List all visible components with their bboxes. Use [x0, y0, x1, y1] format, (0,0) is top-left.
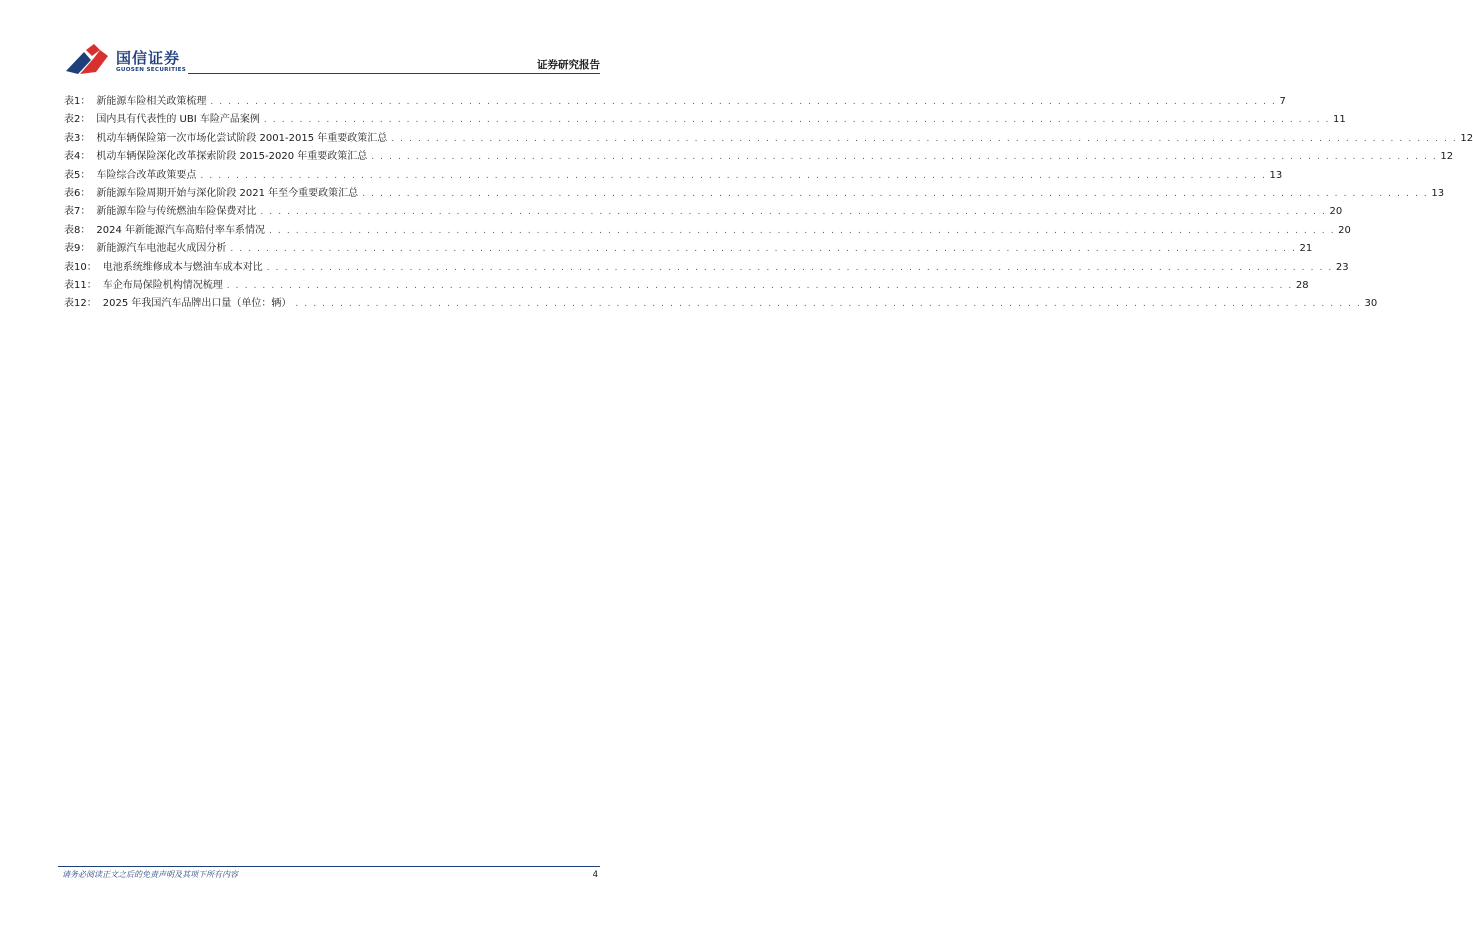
toc-entry[interactable]	[64, 277, 1309, 295]
toc-entry-title: 新能源车险相关政策梳理	[96, 96, 207, 107]
toc-entry[interactable]	[64, 259, 1349, 277]
toc-entry-title: 电池系统维修成本与燃油车成本对比	[102, 261, 263, 273]
toc-entry-label: 表10：	[64, 261, 97, 273]
toc-entry[interactable]	[64, 148, 1454, 166]
toc-entry-title: 车险综合改革政策要点	[96, 169, 197, 181]
toc-entry-label: 表3：	[64, 132, 91, 144]
toc-leader-dots: . . . . . . . . . . . . . . . . . . . . . . . . . . . . . . . . . . . . . . . . . . . . . . . . . . . . . . . . . . . . . . . . . . . . . . . . . . . . . . . . . . . . . . . . . . . . . . . . . . . . . . . . . . . . . . . . . . . . . . . .	[371, 152, 1438, 163]
toc-entry-page: 7	[1279, 96, 1286, 107]
toc-entry-page: 12	[1440, 151, 1454, 163]
toc-entry-label: 表8：	[64, 224, 91, 236]
brand-name-cn: 国信证券	[116, 49, 181, 67]
toc-leader-dots: . . . . . . . . . . . . . . . . . . . . . . . . . . . . . . . . . . . . . . . . . . . . . . . . . . . . . . . . . . . . . . . . . . . . . . . . . . . . . . . . . . . . . . . . . . . . . . . . . . . . . . . . . . . . . . . . . . . . . . . .	[210, 97, 1277, 107]
toc-entry[interactable]	[64, 111, 1346, 129]
toc-leader-dots: . . . . . . . . . . . . . . . . . . . . . . . . . . . . . . . . . . . . . . . . . . . . . . . . . . . . . . . . . . . . . . . . . . . . . . . . . . . . . . . . . . . . . . . . . . . . . . . . . . . . . . . . . . . . . . . . . . . . . . . .	[362, 188, 1429, 199]
toc-entry-page: 20	[1329, 206, 1343, 218]
toc-entry-title: 车企布局保险机构情况梳理	[102, 279, 223, 291]
toc-entry-title: 国内具有代表性的 UBI 车险产品案例	[96, 114, 260, 126]
brand-name-en: GUOSEN SECURITIES	[116, 67, 187, 73]
toc-leader-dots: . . . . . . . . . . . . . . . . . . . . . . . . . . . . . . . . . . . . . . . . . . . . . . . . . . . . . . . . . . . . . . . . . . . . . . . . . . . . . . . . . . . . . . . . . . . . . . . . . . . . . . . . . . . . . . . . . . . . . . . .	[269, 225, 1336, 236]
toc-leader-dots: . . . . . . . . . . . . . . . . . . . . . . . . . . . . . . . . . . . . . . . . . . . . . . . . . . . . . . . . . . . . . . . . . . . . . . . . . . . . . . . . . . . . . . . . . . . . . . . . . . . . . . . . . . . . . . . . . . . . . . . .	[260, 207, 1327, 218]
toc-entry-label: 表2：	[64, 114, 91, 126]
toc-entry[interactable]	[64, 222, 1351, 240]
page-header	[0, 0, 662, 80]
toc-entry-title: 2025 年我国汽车品牌出口量（单位：辆）	[102, 298, 292, 310]
toc-leader-dots: . . . . . . . . . . . . . . . . . . . . . . . . . . . . . . . . . . . . . . . . . . . . . . . . . . . . . . . . . . . . . . . . . . . . . . . . . . . . . . . . . . . . . . . . . . . . . . . . . . . . . . . . . . . . . . . . . . . . . . . .	[200, 170, 1267, 181]
toc-entry[interactable]	[64, 167, 1283, 185]
toc-entry-label: 表1：	[64, 96, 91, 107]
toc-entry-title: 新能源车险与传统燃油车险保费对比	[96, 206, 257, 218]
toc-entry-page: 12	[1460, 132, 1473, 144]
toc-entry-page: 21	[1299, 243, 1313, 255]
toc-leader-dots: . . . . . . . . . . . . . . . . . . . . . . . . . . . . . . . . . . . . . . . . . . . . . . . . . . . . . . . . . . . . . . . . . . . . . . . . . . . . . . . . . . . . . . . . . . . . . . . . . . . . . . . . . . . . . . . . . . . . . . . .	[391, 133, 1458, 144]
toc-leader-dots: . . . . . . . . . . . . . . . . . . . . . . . . . . . . . . . . . . . . . . . . . . . . . . . . . . . . . . . . . . . . . . . . . . . . . . . . . . . . . . . . . . . . . . . . . . . . . . . . . . . . . . . . . . . . . . . . . . . . . . . .	[295, 299, 1362, 310]
toc-leader-dots: . . . . . . . . . . . . . . . . . . . . . . . . . . . . . . . . . . . . . . . . . . . . . . . . . . . . . . . . . . . . . . . . . . . . . . . . . . . . . . . . . . . . . . . . . . . . . . . . . . . . . . . . . . . . . . . . . . . . . . . .	[230, 244, 1297, 255]
report-type-label: 证券研究报告	[537, 59, 600, 71]
toc-entry-title: 新能源车险周期开始与深化阶段 2021 年至今重要政策汇总	[96, 187, 359, 199]
page-number: 4	[592, 870, 598, 880]
toc-leader-dots: . . . . . . . . . . . . . . . . . . . . . . . . . . . . . . . . . . . . . . . . . . . . . . . . . . . . . . . . . . . . . . . . . . . . . . . . . . . . . . . . . . . . . . . . . . . . . . . . . . . . . . . . . . . . . . . . . . . . . . . .	[263, 115, 1331, 126]
toc-entry-page: 20	[1338, 224, 1351, 236]
toc-entry-label: 表6：	[64, 187, 91, 199]
toc-entry[interactable]	[64, 240, 1313, 258]
toc-entry-page: 30	[1364, 298, 1378, 310]
toc-entry[interactable]	[64, 203, 1343, 221]
toc-entry[interactable]	[64, 93, 1286, 111]
guosen-logo-mark-icon	[64, 44, 110, 78]
toc-entry-label: 表4：	[64, 151, 91, 163]
toc-leader-dots: . . . . . . . . . . . . . . . . . . . . . . . . . . . . . . . . . . . . . . . . . . . . . . . . . . . . . . . . . . . . . . . . . . . . . . . . . . . . . . . . . . . . . . . . . . . . . . . . . . . . . . . . . . . . . . . . . . . . . . . .	[266, 262, 1333, 273]
toc-entry[interactable]	[64, 130, 1473, 148]
toc-entry-page: 23	[1335, 261, 1349, 273]
toc-entry-page: 11	[1333, 114, 1346, 126]
table-of-tables	[64, 93, 1473, 314]
toc-leader-dots: . . . . . . . . . . . . . . . . . . . . . . . . . . . . . . . . . . . . . . . . . . . . . . . . . . . . . . . . . . . . . . . . . . . . . . . . . . . . . . . . . . . . . . . . . . . . . . . . . . . . . . . . . . . . . . . . . . . . . . . .	[226, 280, 1293, 291]
toc-entry-label: 表12：	[64, 298, 97, 310]
toc-entry-page: 28	[1295, 279, 1309, 291]
toc-entry-label: 表5：	[64, 169, 91, 181]
toc-entry-title: 机动车辆保险第一次市场化尝试阶段 2001-2015 年重要政策汇总	[96, 132, 388, 144]
toc-entry-label: 表7：	[64, 206, 91, 218]
footer-disclaimer: 请务必阅读正文之后的免责声明及其项下所有内容	[62, 870, 238, 879]
toc-entry-label: 表11：	[64, 279, 97, 291]
toc-entry[interactable]	[64, 185, 1445, 203]
toc-entry-label: 表9：	[64, 243, 91, 255]
toc-entry-page: 13	[1269, 169, 1283, 181]
guosen-logo	[64, 44, 187, 78]
toc-entry[interactable]	[64, 295, 1378, 313]
toc-entry-title: 机动车辆保险深化改革探索阶段 2015-2020 年重要政策汇总	[96, 151, 368, 163]
toc-entry-title: 2024 年新能源汽车高赔付率车系情况	[96, 224, 266, 236]
header-divider	[188, 73, 600, 74]
toc-entry-page: 13	[1431, 187, 1445, 199]
footer-divider	[58, 866, 600, 867]
toc-entry-title: 新能源汽车电池起火成因分析	[96, 243, 227, 255]
